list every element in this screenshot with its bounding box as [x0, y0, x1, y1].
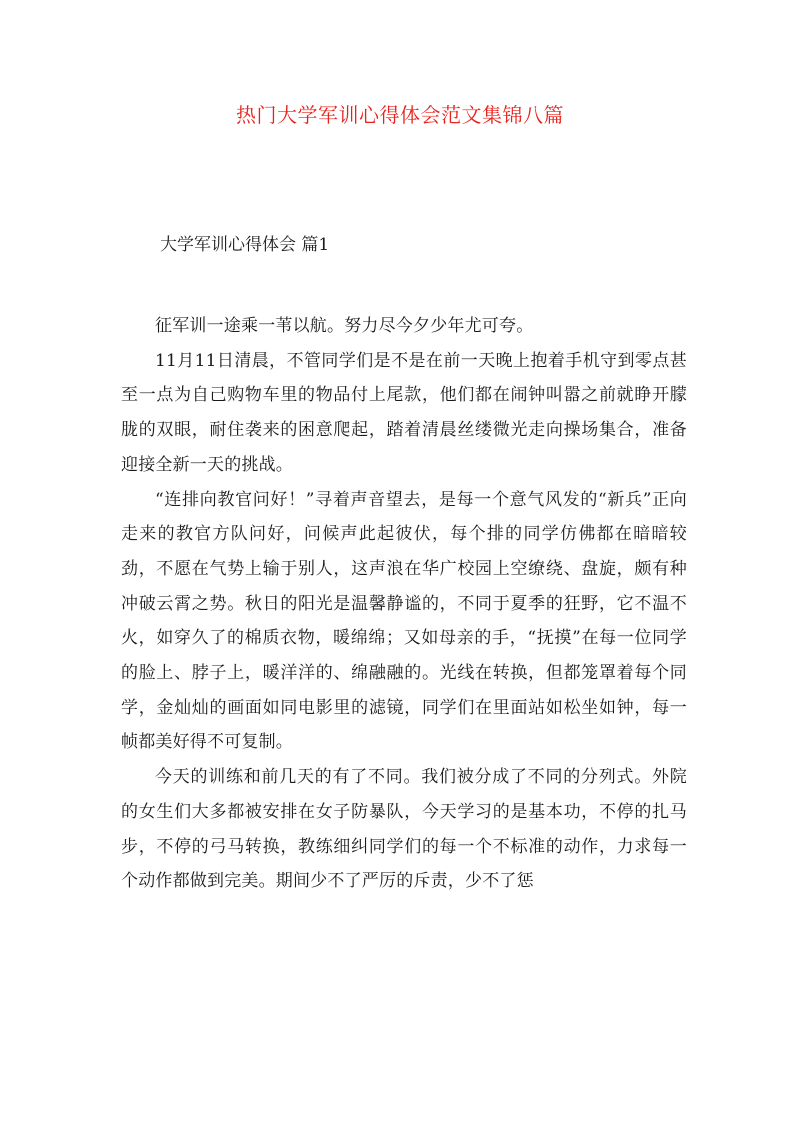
section-heading: 大学军训心得体会 篇1 [160, 235, 330, 255]
paragraph: 征军训一途乘一苇以航。努力尽今夕少年尤可夸。 [155, 316, 534, 336]
body-text [121, 309, 687, 899]
paragraph: 今天的训练和前几天的有了不同。我们被分成了不同的分列式。外院的女生们大多都被安排在女子防暴队，今天学习的是基本功，不停的扎马步，不停的弓马转换，教练细纠同学们的每一个不标准的动作，力求每一个动作都做到完美。期间少不了严厉的斥责，少不了惩 [121, 767, 687, 892]
paragraph: “连排向教官问好！”寻着声音望去，是每一个意气风发的“新兵”正向走来的教官方队问好，问候声此起彼伏，每个排的同学仿佛都在暗暗较劲，不愿在气势上输于别人，这声浪在华广校园上空缭绕、盘旋，颇有种冲破云霄之势。秋日的阳光是温馨静谧的，不同于夏季的狂野，它不温不火，如穿久了的棉质衣物，暖绵绵；又如母亲的手，“抚摸”在每一位同学的脸上、脖子上，暖洋洋的、绵融融的。光线在转换，但都笼罩着每个同学，金灿灿的画面如同电影里的滤镜，同学们在里面站如松坐如钟，每一帧都美好得不可复制。 [121, 489, 687, 753]
paragraph: 11月11日清晨，不管同学们是不是在前一天晚上抱着手机守到零点甚至一点为自己购物车里的物品付上尾款，他们都在闹钟叫嚣之前就睁开朦胧的双眼，耐住袭来的困意爬起，踏着清晨丝缕微光走向操场集合，准备迎接全新一天的挑战。 [121, 350, 687, 475]
document-title: 热门大学军训心得体会范文集锦八篇 [236, 103, 564, 127]
